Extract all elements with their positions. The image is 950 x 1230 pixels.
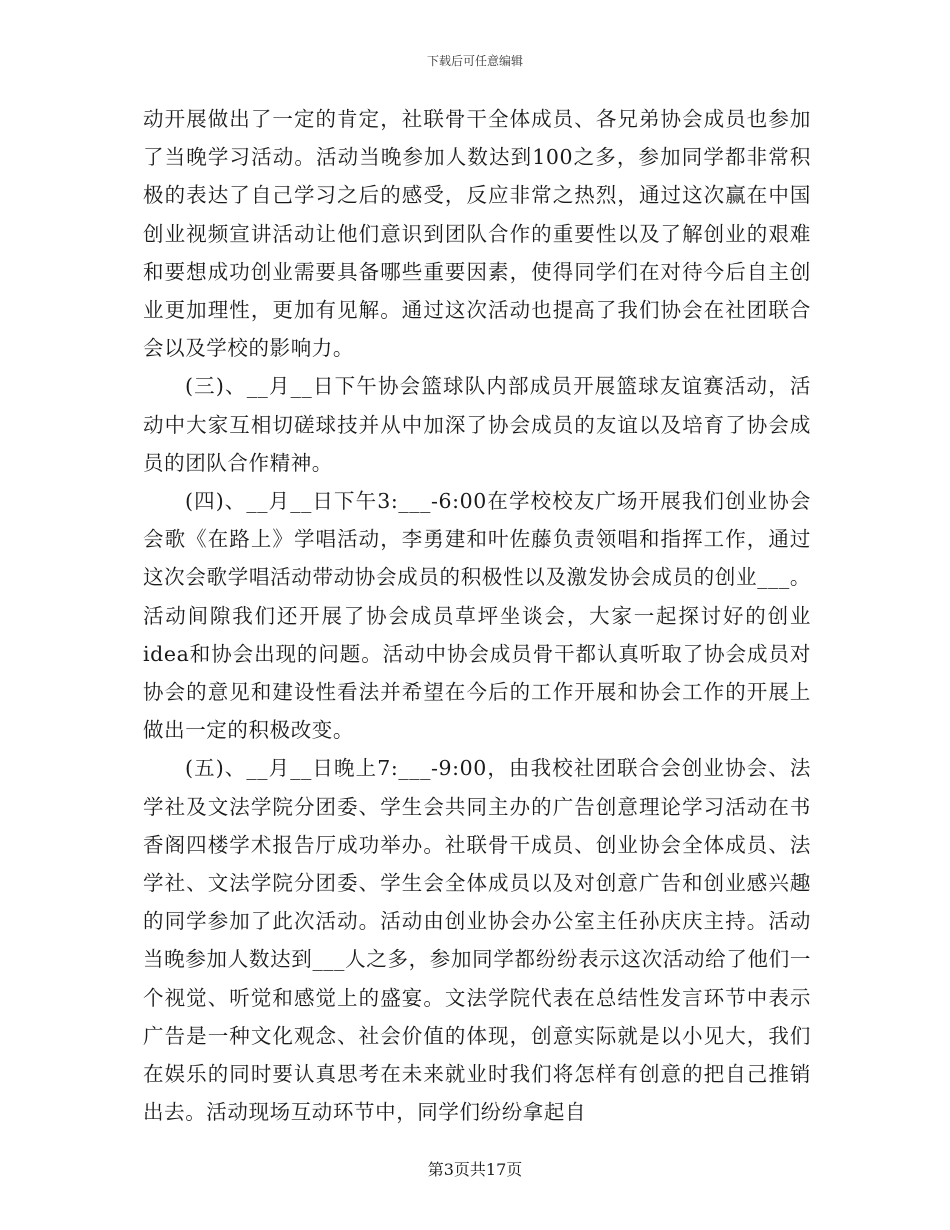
document-body xyxy=(143,100,811,1131)
paragraph-item-5: (五)、__月__日晚上7:___-9:00，由我校社团联合会创业协会、法学社及文法学院分团委、学生会共同主办的广告创意理论学习活动在书香阁四楼学术报告厅成功举办。社联骨干成员、创业协会全体成员、法学社、文法学院分团委、学生会全体成员以及对创意广告和创业感兴趣的同学参加了此次活动。活动由创业协会办公室主任孙庆庆主持。活动当晚参加人数达到___人之多，参加同学都纷纷表示这次活动给了他们一个视觉、听觉和感觉上的盛宴。文法学院代表在总结性发言环节中表示广告是一种文化观念、社会价值的体现，创意实际就是以小见大，我们在娱乐的同时要认真思考在未来就业时我们将怎样有创意的把自己推销出去。活动现场互动环节中，同学们纷纷拿起自 xyxy=(143,756,811,1125)
page-number: 第3页共17页 xyxy=(427,1160,523,1179)
paragraph-item-3: (三)、__月__日下午协会篮球队内部成员开展篮球友谊赛活动，活动中大家互相切磋球技并从中加深了协会成员的友谊以及培育了协会成员的团队合作精神。 xyxy=(143,374,811,475)
paragraph-continuation: 动开展做出了一定的肯定，社联骨干全体成员、各兄弟协会成员也参加了当晚学习活动。活动当晚参加人数达到100之多，参加同学都非常积极的表达了自己学习之后的感受，反应非常之热烈，通过这次赢在中国创业视频宣讲活动让他们意识到团队合作的重要性以及了解创业的艰难和要想成功创业需要具备哪些重要因素，使得同学们在对待今后自主创业更加理性，更加有见解。通过这次活动也提高了我们协会在社团联合会以及学校的影响力。 xyxy=(143,107,811,361)
page-header: 下载后可任意编辑 xyxy=(426,54,523,68)
paragraph-item-4: (四)、__月__日下午3:___-6:00在学校校友广场开展我们创业协会会歌《在路上》学唱活动，李勇建和叶佐藤负责领唱和指挥工作，通过这次会歌学唱活动带动协会成员的积极性以及激发协会成员的创业___。活动间隙我们还开展了协会成员草坪坐谈会，大家一起探讨好的创业idea和协会出现的问题。活动中协会成员骨干都认真听取了协会成员对协会的意见和建设性看法并希望在今后的工作开展和协会工作的开展上做出一定的积极改变。 xyxy=(143,489,811,743)
